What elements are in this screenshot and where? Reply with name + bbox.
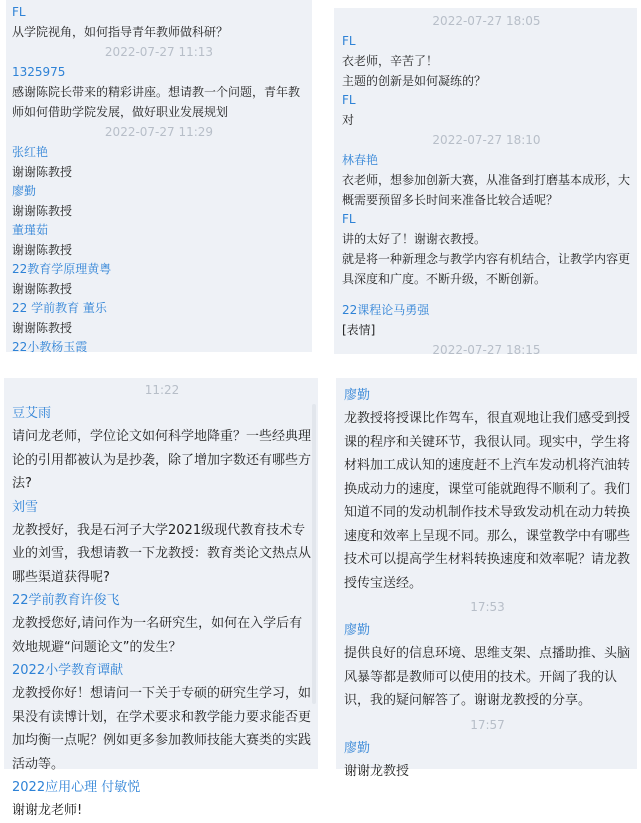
message-text: 对 [342,113,355,127]
message-text: 谢谢陈教授 [12,204,73,218]
message-text: 就是将一种新理念与教学内容有机结合，让教学内容更具深度和广度。不断升级，不断创新。 [342,252,631,286]
timestamp: 17:53 [470,600,505,614]
message-text: [表情] [342,323,376,337]
message-text: 龙教授你好！想请问一下关于专硕的研究生学习，如果没有读博计划，在学术要求和教学能力要求能否更加均衡一点呢？例如更多参加教师技能大赛类的实践活动等。 [12,686,312,772]
message-text: 谢谢龙教授 [344,763,410,779]
message-text: 谢谢陈教授 [12,321,73,335]
timestamp: 2022-07-27 11:13 [104,45,214,59]
message-text: 衣老师，辛苦了！ [342,54,439,68]
chat-panel-2[interactable] [334,8,637,357]
scrollbar[interactable] [312,404,316,704]
message-text: 从学院视角，如何指导青年教师做科研？ [12,25,229,39]
chat-panel-3[interactable] [4,378,318,818]
sender-name[interactable]: FL [342,34,356,48]
message-text: 谢谢龙老师! [12,803,83,818]
message-text: 主题的创新是如何凝练的？ [342,74,487,88]
message-text: 谢谢陈教授 [12,243,73,257]
chat-panel-1[interactable] [6,0,312,352]
timestamp: 2022-07-27 11:29 [104,125,214,139]
message-text: 龙教授好，我是石河子大学2021级现代教育技术专业的刘雪，我想请教一下龙教授：教育类论文热点从哪些渠道获得呢? [12,522,312,585]
message-text: 谢谢陈教授 [12,282,73,296]
message-text: 谢谢陈教授 [12,165,73,179]
timestamp: 11:22 [144,383,180,397]
sender-name[interactable]: 廖勤 [344,388,371,403]
sender-name[interactable]: 22 学前教育 董乐 [12,301,107,315]
sender-name[interactable]: 22教育学原理黄粤 [12,262,112,276]
timestamp: 2022-07-27 18:15 [432,343,541,357]
timestamp: 2022-07-27 18:05 [432,14,541,28]
sender-name[interactable]: 豆艾雨 [12,406,52,421]
sender-name[interactable]: 廖勤 [12,184,37,198]
message-text: 衣老师，想参加创新大赛，从准备到打磨基本成形，大概需要预留多长时间来准备比较合适呢？ [342,173,631,207]
sender-name[interactable]: 22小教杨玉霞 [12,340,88,354]
sender-name[interactable]: 1325975 [12,65,66,79]
chat-panel-4[interactable] [336,378,637,779]
message-text: 提供良好的信息环境、思维支架、点播助推、头脑风暴等都是教师可以使用的技术。开阔了我的认识，我的疑问解答了。谢谢龙教授的分享。 [344,646,631,708]
sender-name[interactable]: 22课程论马勇强 [342,303,430,317]
message-text: 请问龙老师，学位论文如何科学地降重？一些经典理论的引用都被认为是抄袭，除了增加字数还有哪些方法? [12,429,312,491]
sender-name[interactable]: 林春艳 [342,153,379,167]
sender-name[interactable]: 董瑾茹 [12,223,49,237]
message-text: 龙教授您好,请问作为一名研究生，如何在入学后有效地规避“问题论文”的发生？ [12,616,303,655]
sender-name[interactable]: 刘雪 [12,499,39,515]
message-text: 感谢陈院长带来的精彩讲座。想请教一个问题，青年教师如何借助学院发展，做好职业发展规划 [12,85,301,119]
sender-name[interactable]: 2022应用心理 付敏悦 [12,780,141,795]
spacer [342,289,631,301]
sender-name[interactable]: 廖勤 [344,740,371,756]
message-text: 讲的太好了！谢谢衣教授。 [342,232,487,246]
timestamp: 17:57 [470,717,505,732]
sender-name[interactable]: FL [342,212,356,226]
sender-name[interactable]: 廖勤 [344,623,371,638]
sender-name[interactable]: FL [12,5,26,19]
message-text: 龙教授将授课比作驾车，很直观地让我们感受到授课的程序和关键环节，我很认同。现实中，学生将材料加工成认知的速度赶不上汽车发动机将汽油转换成动力的速度，课堂可能就跑得不顺利了。我们知道不同的发动机制作技术导致发动机在动力转换速度和效率上呈现不同。那么，课堂教学中有哪些技术可以提高学生材料转换速度和效率呢？请龙教授传宝送经。 [344,411,631,591]
sender-name[interactable]: 22学前教育许俊飞 [12,593,120,608]
sender-name[interactable]: FL [342,93,356,107]
timestamp: 2022-07-27 18:10 [432,133,541,147]
sender-name[interactable]: 2022小学教育谭献 [12,663,124,678]
sender-name[interactable]: 张红艳 [12,145,49,159]
